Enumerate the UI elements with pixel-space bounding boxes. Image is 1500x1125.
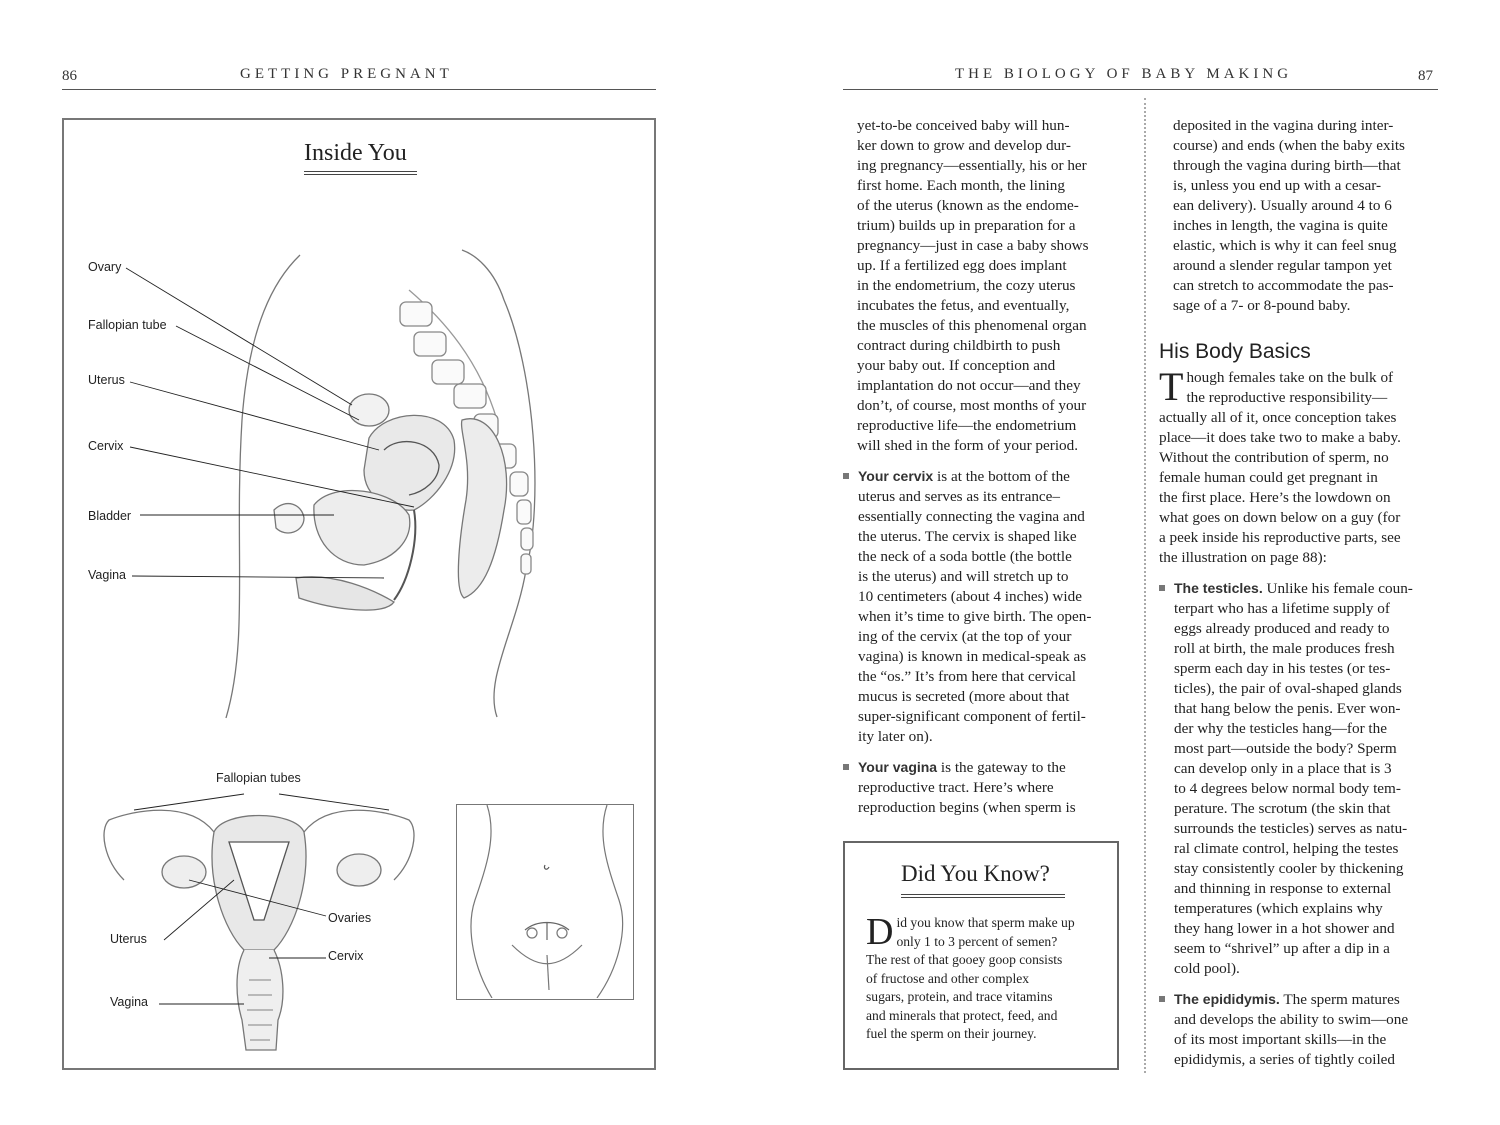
body-front-contour — [226, 255, 300, 718]
text-line: and develops the ability to swim—one — [1174, 1011, 1409, 1028]
text-line: of the uterus (known as the endome- — [857, 197, 1079, 214]
text-line: the reproductive responsibility— — [1186, 389, 1388, 406]
text-line: sugars, protein, and trace vitamins — [866, 989, 1053, 1004]
text-line: in the endometrium, the cozy uterus — [857, 277, 1076, 294]
figure-title: Inside You — [304, 140, 407, 166]
label-vagina-front: Vagina — [110, 995, 148, 1009]
text-line: that hang below the penis. Ever won- — [1174, 700, 1401, 717]
text-line: is the gateway to the — [937, 759, 1066, 776]
text-line: place—it does take two to make a baby. — [1159, 429, 1401, 446]
text-line: up. If a fertilized egg does implant — [857, 257, 1067, 274]
text-line: super-significant component of fertil- — [858, 708, 1086, 725]
text-line: The sperm matures — [1279, 991, 1400, 1008]
text-line: reproductive tract. Here’s where — [858, 779, 1054, 796]
bullet-epididymis — [1159, 989, 1438, 1070]
vertebra — [517, 500, 531, 524]
did-you-know-underline — [901, 894, 1065, 898]
text-line: around a slender regular tampon yet — [1173, 257, 1392, 274]
text-line: ing pregnancy—essentially, his or her — [857, 157, 1087, 174]
text-line: and minerals that protect, feed, and — [866, 1007, 1058, 1023]
inset-torso-illustration — [456, 804, 634, 1000]
text-line: ity later on). — [858, 728, 933, 745]
label-bladder: Bladder — [88, 509, 132, 523]
ovary-left — [162, 856, 206, 888]
bullet-square-icon — [1159, 996, 1165, 1002]
did-you-know-title: Did You Know? — [901, 861, 1050, 886]
figure-inside-you — [62, 118, 656, 1070]
text-line: essentially connecting the vagina and — [858, 508, 1085, 525]
label-ovaries: Ovaries — [328, 911, 372, 925]
text-line: of fructose and other complex — [866, 970, 1030, 986]
text-line: a peek inside his reproductive parts, see — [1159, 529, 1401, 546]
vertebra — [454, 384, 486, 408]
label-uterus-front: Uterus — [110, 932, 147, 946]
text-line: cold pool). — [1174, 960, 1240, 977]
header-rule-right — [843, 89, 1438, 90]
intro-paragraph-col2 — [1159, 116, 1438, 316]
label-fallopian-tube: Fallopian tube — [88, 318, 167, 332]
column-1 — [843, 116, 1122, 818]
text-line: ean delivery). Usually around 4 to 6 — [1173, 197, 1392, 214]
text-line: epididymis, a series of tightly coiled — [1174, 1051, 1396, 1068]
text-line: most part—outside the body? Sperm — [1174, 740, 1397, 757]
vertebra — [510, 472, 528, 496]
text-line: course) and ends (when the baby exits — [1173, 137, 1405, 154]
text-line: and thinning in response to external — [1174, 880, 1392, 897]
text-line: inches in length, the vagina is quite — [1173, 217, 1388, 234]
text-line: stay consistently cooler by thickening — [1174, 860, 1404, 877]
bullet-square-icon — [1159, 585, 1165, 591]
text-line: the “os.” It’s from here that cervical — [858, 668, 1077, 685]
dropcap: D — [866, 911, 894, 953]
text-line: yet-to-be conceived baby will hun- — [857, 117, 1070, 134]
vertebra — [414, 332, 446, 356]
text-line: surrounds the testicles) serves as natu- — [1174, 820, 1408, 837]
text-line: the uterus. The cervix is shaped like — [858, 528, 1077, 545]
bullet-label: The testicles. — [1174, 580, 1263, 596]
text-line: ing of the cervix (at the top of your — [858, 628, 1072, 645]
text-line: trium) builds up in preparation for a — [857, 217, 1076, 234]
text-line: sage of a 7- or 8-pound baby. — [1173, 297, 1351, 314]
text-line: the illustration on page 88): — [1159, 549, 1327, 566]
text-line: is, unless you end up with a cesar- — [1173, 177, 1382, 194]
text-line: only 1 to 3 percent of semen? — [896, 933, 1058, 949]
dropcap: T — [1159, 364, 1184, 409]
text-line: to 4 degrees below normal body tem- — [1174, 780, 1401, 797]
text-line: id you know that sperm make up — [896, 915, 1075, 930]
text-line: 10 centimeters (about 4 inches) wide — [858, 588, 1082, 605]
section-heading: His Body Basics — [1159, 340, 1311, 363]
text-line: of its most important skills—in the — [1174, 1031, 1387, 1048]
bullet-testicles — [1159, 578, 1438, 979]
page-number-left: 86 — [62, 68, 77, 84]
text-line: reproductive life—the endometrium — [857, 417, 1077, 434]
text-line: ticles), the pair of oval-shaped glands — [1174, 680, 1402, 697]
his-body-basics-paragraph — [1159, 364, 1438, 568]
text-line: ker down to grow and develop dur- — [857, 137, 1071, 154]
text-line: mucus is secreted (more about that — [858, 688, 1070, 705]
text-line: implantation do not occur—and they — [857, 377, 1081, 394]
text-line: der why the testicles hang—for the — [1174, 720, 1387, 737]
page-number-right: 87 — [1418, 68, 1433, 84]
text-line: they hang lower in a hot shower and — [1174, 920, 1395, 937]
running-head-left: GETTING PREGNANT — [240, 66, 453, 82]
did-you-know-text — [866, 911, 1098, 1044]
vertebra — [521, 554, 531, 574]
text-line: Unlike his female coun- — [1262, 580, 1413, 597]
label-ovary: Ovary — [88, 260, 122, 274]
intro-paragraph-col1 — [843, 116, 1122, 456]
text-line: when it’s time to give birth. The open- — [858, 608, 1092, 625]
text-line: can stretch to accommodate the pas- — [1173, 277, 1394, 294]
label-vagina: Vagina — [88, 568, 126, 582]
text-line: the muscles of this phenomenal organ — [857, 317, 1087, 334]
did-you-know-box — [843, 841, 1119, 1070]
ovary-right — [337, 854, 381, 886]
text-line: vagina) is known in medical-speak as — [858, 648, 1087, 665]
text-line: the neck of a soda bottle (the bottle — [858, 548, 1072, 565]
text-line: incubates the fetus, and eventually, — [857, 297, 1070, 314]
text-line: reproduction begins (when sperm is — [858, 799, 1076, 816]
bullet-label: Your cervix — [858, 468, 934, 484]
text-line: terpart who has a lifetime supply of — [1174, 600, 1390, 617]
vertebra — [432, 360, 464, 384]
bullet-label: The epididymis. — [1174, 991, 1280, 1007]
text-line: the first place. Here’s the lowdown on — [1159, 489, 1391, 506]
text-line: first home. Each month, the lining — [857, 177, 1065, 194]
text-line: uterus and serves as its entrance– — [858, 488, 1061, 505]
text-line: don’t, of course, most months of your — [857, 397, 1087, 414]
text-line: elastic, which is why it can feel snug — [1173, 237, 1397, 254]
column-divider — [1144, 98, 1146, 1073]
bullet-label: Your vagina — [858, 759, 938, 775]
column-2 — [1159, 116, 1438, 1070]
label-cervix-front: Cervix — [328, 949, 364, 963]
text-line: is at the bottom of the — [933, 468, 1070, 485]
text-line: sperm each day in his testes (or tes- — [1174, 660, 1391, 677]
bullet-cervix — [843, 466, 1122, 747]
ovary-shape — [349, 394, 389, 426]
bladder-shape — [314, 491, 410, 565]
header-rule-left — [62, 89, 656, 90]
bullet-square-icon — [843, 764, 849, 770]
vertebra — [521, 528, 533, 550]
torso-outline — [457, 805, 632, 998]
text-line: actually all of it, once conception takes — [1159, 409, 1397, 426]
text-line: The rest of that gooey goop consists — [866, 952, 1063, 967]
running-head-right: THE BIOLOGY OF BABY MAKING — [955, 66, 1293, 82]
text-line: will shed in the form of your period. — [857, 437, 1079, 454]
text-line: your baby out. If conception and — [857, 357, 1056, 374]
text-line: fuel the sperm on their journey. — [866, 1026, 1037, 1041]
label-cervix: Cervix — [88, 439, 124, 453]
text-line: can develop only in a place that is 3 — [1174, 760, 1392, 777]
text-line: temperatures (which explains why — [1174, 900, 1383, 917]
text-line: deposited in the vagina during inter- — [1173, 117, 1394, 134]
vagina-front — [237, 950, 283, 1050]
text-line: female human could get pregnant in — [1159, 469, 1378, 486]
text-line: pregnancy—just in case a baby shows — [857, 237, 1089, 254]
text-line: eggs already produced and ready to — [1174, 620, 1390, 637]
text-line: Without the contribution of sperm, no — [1159, 449, 1389, 466]
label-fallopian-tubes: Fallopian tubes — [216, 771, 301, 785]
text-line: seem to “shrivel” up after a dip in a — [1174, 940, 1390, 957]
bullet-square-icon — [843, 473, 849, 479]
text-line: ral climate control, helping the testes — [1174, 840, 1399, 857]
label-uterus: Uterus — [88, 373, 125, 387]
pubic-bone — [296, 577, 394, 610]
text-line: is the uterus) and will stretch up to — [858, 568, 1069, 585]
text-line: hough females take on the bulk of — [1186, 369, 1394, 386]
text-line: perature. The scrotum (the skin that — [1174, 800, 1391, 817]
text-line: roll at birth, the male produces fresh — [1174, 640, 1395, 657]
text-line: what goes on down below on a guy (for — [1159, 509, 1401, 526]
text-line: through the vagina during birth—that — [1173, 157, 1401, 174]
text-line: contract during childbirth to push — [857, 337, 1061, 354]
vertebra — [400, 302, 432, 326]
bullet-vagina — [843, 757, 1122, 818]
rectum-shape — [458, 419, 506, 598]
